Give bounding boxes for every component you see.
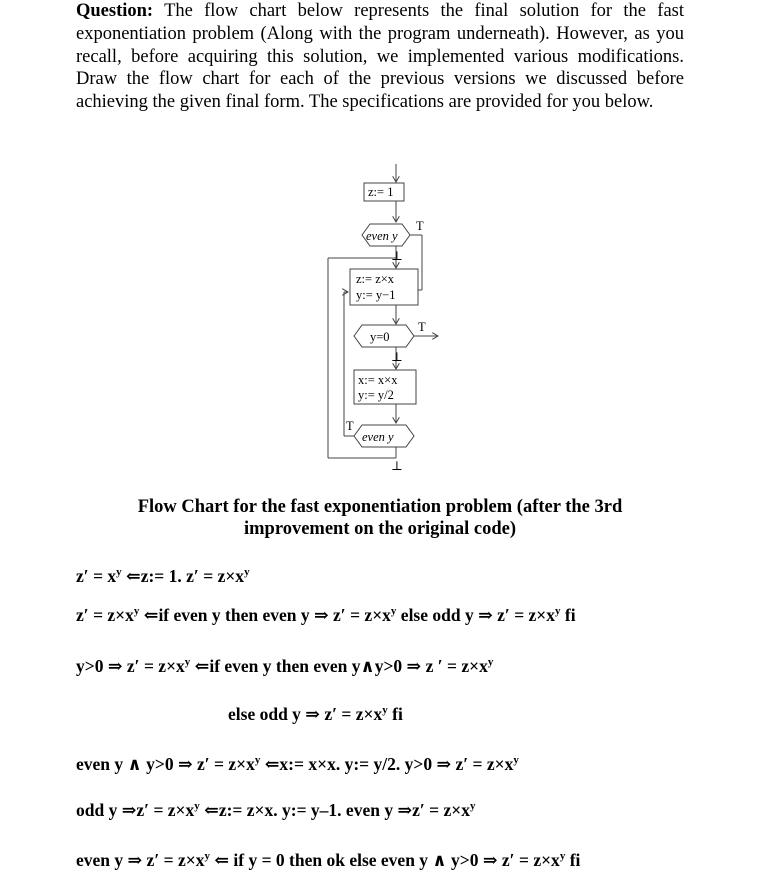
spec-4: else odd y ⇒ z′ = z×x bbox=[228, 704, 383, 724]
caption-line-1: Flow Chart for the fast exponentiation problem (after the 3rd bbox=[137, 497, 623, 517]
spec-3b: ⇐if even y then even y∧y>0 ⇒ z ′ = z×x bbox=[190, 656, 488, 676]
sup: y bbox=[559, 850, 566, 862]
spec-3a: y>0 ⇒ z′ = z×x bbox=[76, 656, 185, 676]
spec-7c: fi bbox=[565, 850, 581, 870]
sup: y bbox=[244, 566, 250, 578]
question-paragraph bbox=[76, 0, 684, 114]
spec-4b: fi bbox=[387, 704, 403, 724]
spec-1b: ⇐z:= 1. z′ = z×x bbox=[121, 566, 245, 586]
spec-1a: z′ = x bbox=[76, 566, 117, 586]
spec-line-2 bbox=[76, 605, 576, 626]
spec-line-1 bbox=[76, 566, 250, 587]
flow-chart bbox=[300, 160, 480, 480]
sup: y bbox=[513, 754, 519, 766]
spec-2c: else odd y ⇒ z′ = z×x bbox=[396, 605, 556, 625]
sup: y bbox=[390, 605, 397, 617]
diamond3-true: T bbox=[346, 419, 354, 433]
box1-label: z:= 1 bbox=[368, 185, 394, 199]
diamond3-label: even y bbox=[362, 430, 394, 444]
diamond2-false: ⊥ bbox=[391, 350, 403, 364]
spec-line-6 bbox=[76, 800, 476, 821]
caption-line-2: improvement on the original code) bbox=[244, 519, 516, 539]
spec-line-7 bbox=[76, 850, 580, 871]
sup: y bbox=[470, 800, 476, 812]
sup: y bbox=[555, 605, 561, 617]
box3-line2: y:= y/2 bbox=[358, 388, 394, 402]
spec-7a: even y ⇒ z′ = z×x bbox=[76, 850, 205, 870]
flow-chart-diagram bbox=[300, 160, 480, 480]
spec-7b: ⇐ if y = 0 then ok else even y ∧ y>0 ⇒ z′ = z×x bbox=[209, 850, 560, 870]
sup: y bbox=[194, 800, 200, 812]
sup: y bbox=[382, 704, 388, 716]
diamond1-false: ⊥ bbox=[391, 249, 403, 263]
diamond2-label: y=0 bbox=[370, 330, 390, 344]
spec-5a: even y ∧ y>0 ⇒ z′ = z×x bbox=[76, 754, 255, 774]
sup: y bbox=[487, 656, 494, 668]
box3-line1: x:= x×x bbox=[358, 373, 398, 387]
spec-line-5 bbox=[76, 754, 519, 775]
diamond1-true: T bbox=[416, 219, 424, 233]
diamond2-true: T bbox=[418, 320, 426, 334]
sup: y bbox=[204, 850, 210, 862]
diamond1-label: even y bbox=[366, 229, 398, 243]
diamond3-false: ⊥ bbox=[391, 459, 403, 473]
sup: y bbox=[133, 605, 140, 617]
spec-2a: z′ = z×x bbox=[76, 605, 134, 625]
spec-5b: ⇐x:= x×x. y:= y/2. y>0 ⇒ z′ = z×x bbox=[260, 754, 514, 774]
sup: y bbox=[254, 754, 261, 766]
spec-6a: odd y ⇒z′ = z×x bbox=[76, 800, 195, 820]
spec-2d: fi bbox=[560, 605, 576, 625]
spec-line-4 bbox=[228, 704, 403, 725]
question-text: The flow chart below represents the final solution for the fast exponentiation problem (Along with the program underneath). However, as you recall, before acquiring this solution, we implemented various modifications. Draw the flow chart for each of the previous versions we discussed before achieving the given final form. The specifications are provided for you below. bbox=[76, 1, 685, 113]
spec-line-3 bbox=[76, 656, 493, 677]
question-label: Question: bbox=[76, 1, 154, 21]
spec-6b: ⇐z:= z×x. y:= y–1. even y ⇒z′ = z×x bbox=[199, 800, 471, 820]
sup: y bbox=[116, 566, 122, 578]
box2-line1: z:= z×x bbox=[356, 272, 395, 286]
figure-caption bbox=[100, 496, 660, 540]
sup: y bbox=[184, 656, 191, 668]
box2-line2: y:= y−1 bbox=[356, 288, 396, 302]
spec-2b: ⇐if even y then even y ⇒ z′ = z×x bbox=[139, 605, 391, 625]
